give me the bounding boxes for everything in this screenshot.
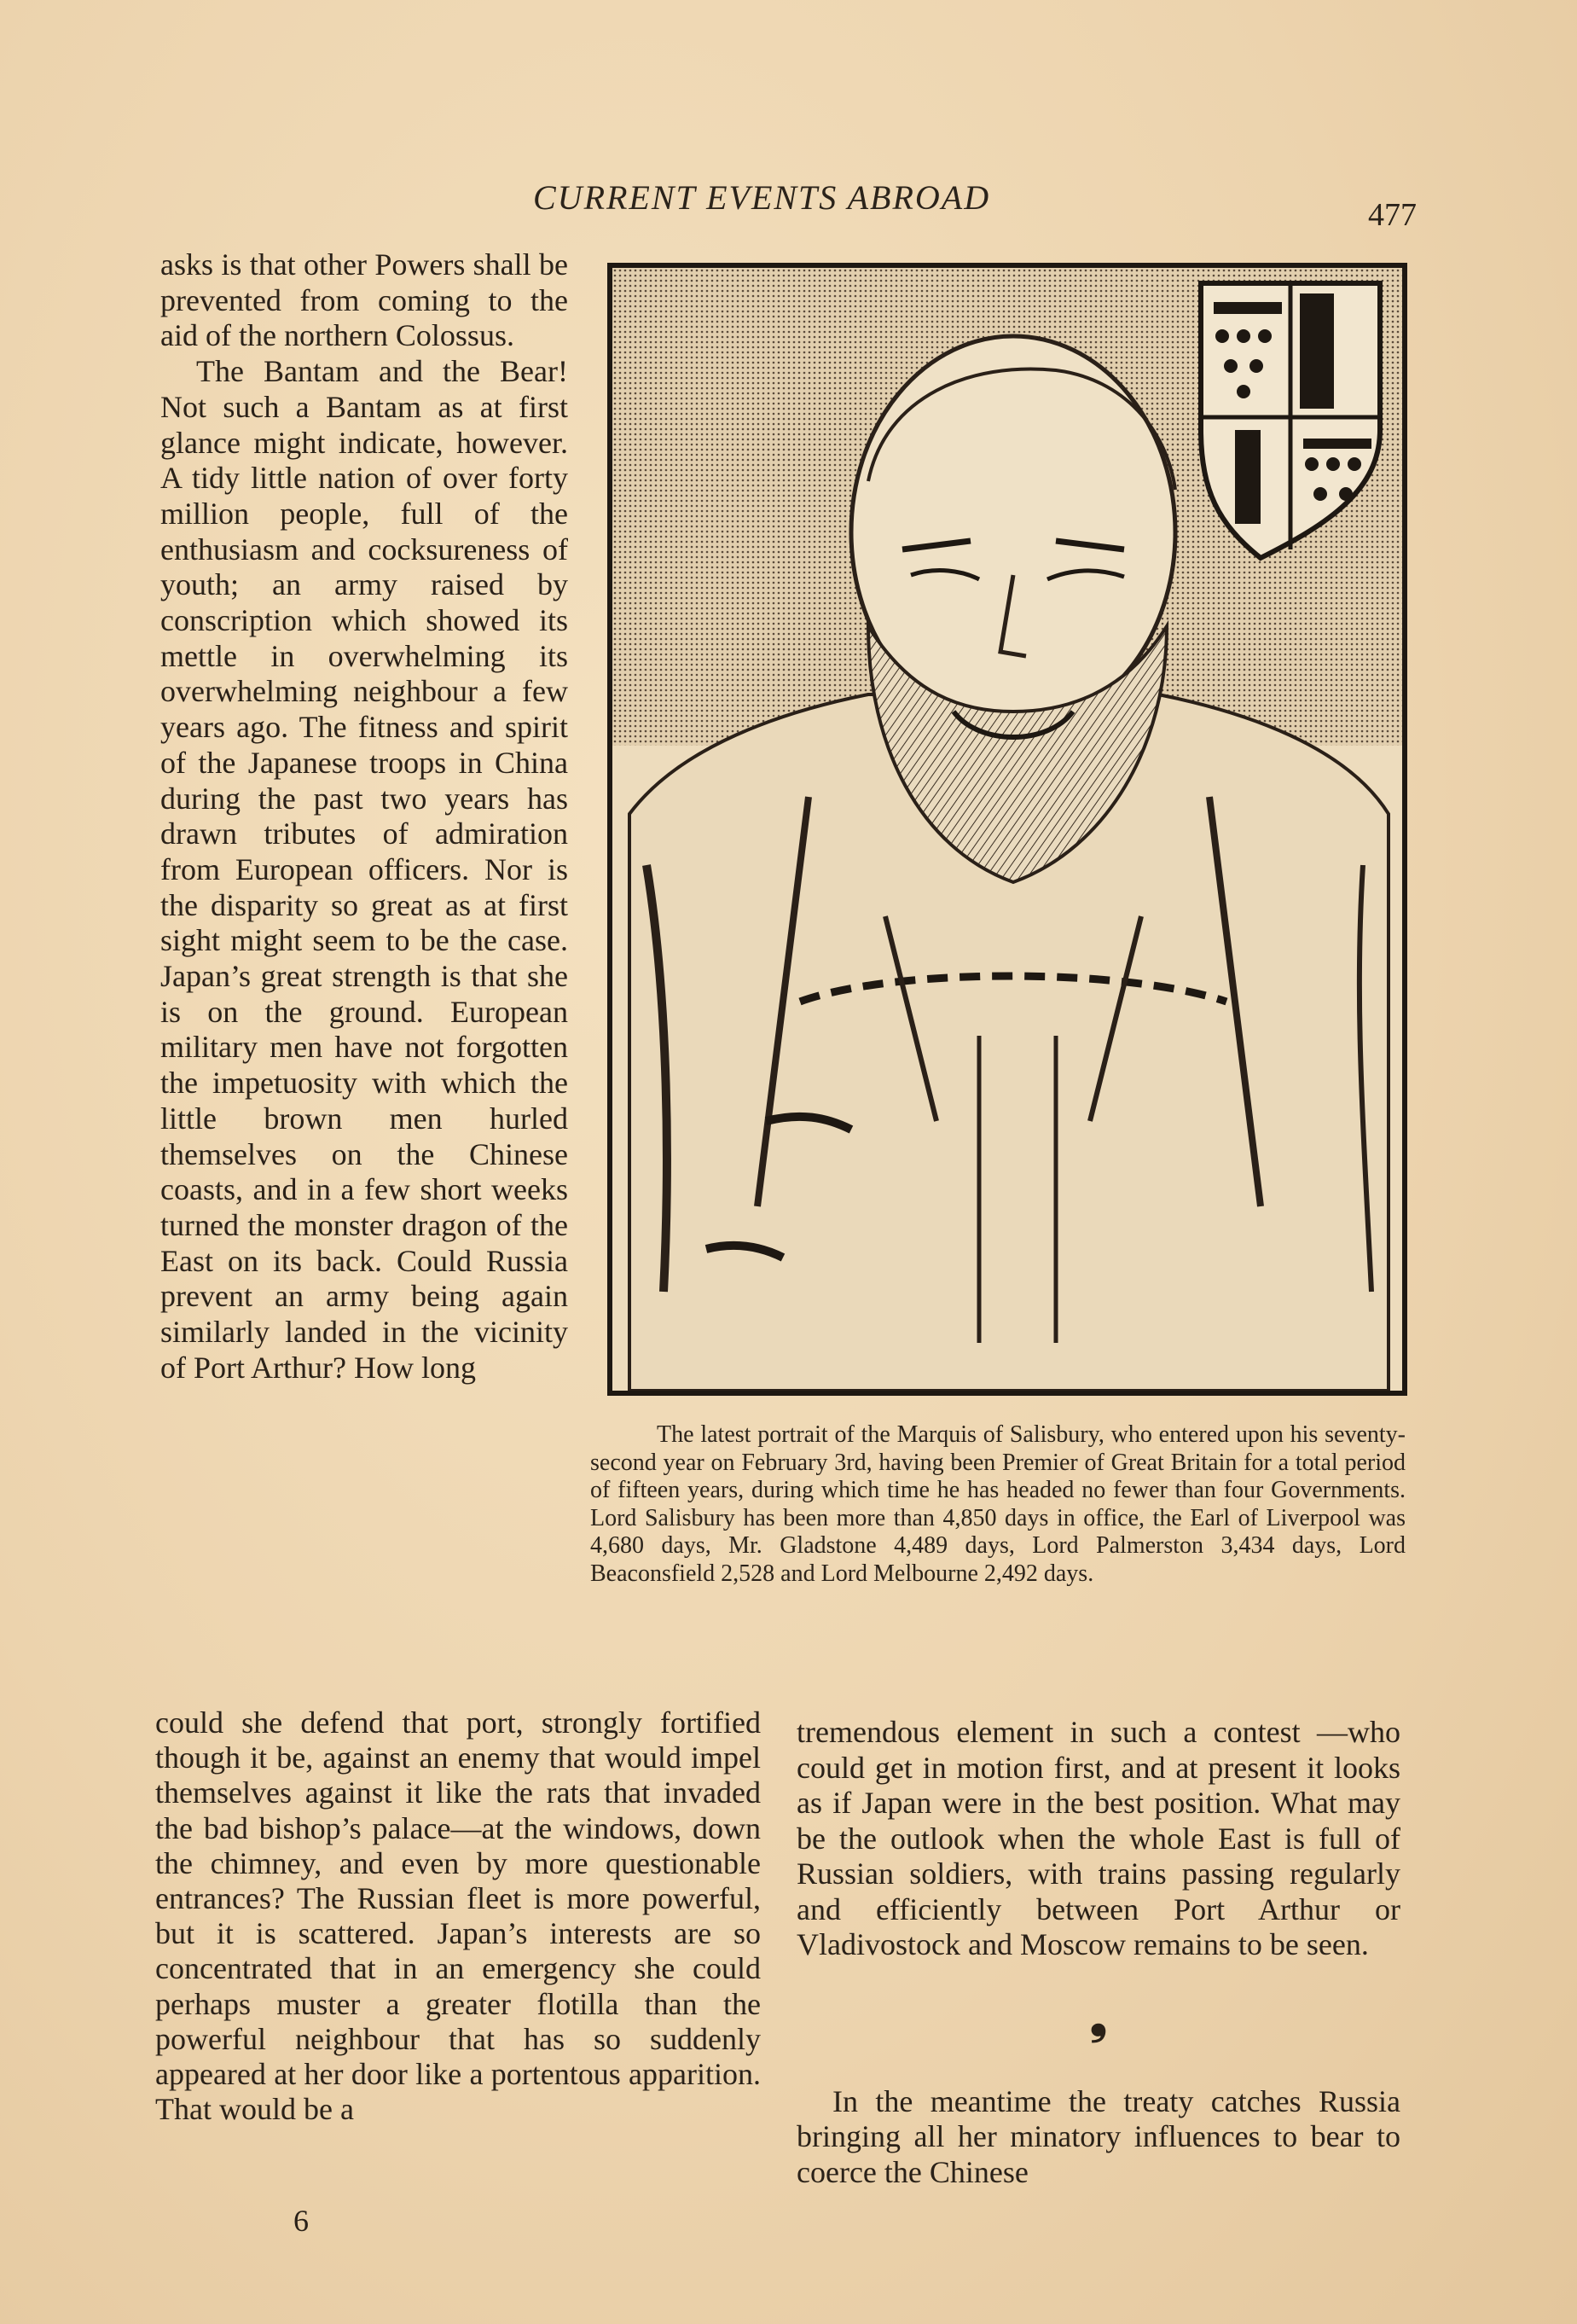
figure-caption (590, 1421, 1406, 1588)
paragraph: could she defend that port, strongly fortified though it be, against an enemy that would impel themselves against it like the rats that invaded the bad bishop’s palace—at the windows, down the chimney, and even by more questionable entrances? The Russian fleet is more powerful, but it is scattered. Japan’s interests are so concentrated that in an emergency she could perhaps muster a greater flotilla than the powerful neighbour that has so suddenly appeared at her door like a portentous apparition. That would be a (155, 1705, 761, 2127)
portrait-figure (607, 263, 1407, 1396)
paragraph: In the meantime the treaty catches Russia bringing all her minatory influences to bear to coerce the Chinese (797, 2083, 1400, 2189)
page-number: 477 (1368, 197, 1417, 233)
signature-mark: 6 (293, 2204, 309, 2238)
caption-text: The latest portrait of the Marquis of Salisbury, who entered upon his seventy-second year on February 3rd, having been Premier of Great Britain for a total period of fifteen years, during which time he has headed no fewer than four Governments. Lord Salisbury has been more than 4,850 days in office, the Earl of Liverpool was 4,680 days, Mr. Gladstone 4,489 days, Lord Palmerston 3,434 days, Lord Beaconsfield 2,528 and Lord Melbourne 2,492 days. (590, 1421, 1406, 1587)
running-head: CURRENT EVENTS ABROAD (533, 178, 991, 217)
paragraph: asks is that other Powers shall be prevented from coming to the aid of the northern Colossus. (160, 247, 568, 353)
right-text-column (797, 1715, 1400, 2190)
narrow-text-column (160, 247, 568, 1386)
section-break-ornament: ❟ (1089, 1994, 1108, 2043)
portrait-illustration (612, 268, 1402, 1391)
paragraph: The Bantam and the Bear! Not such a Bantam as at first glance might indicate, however. A tidy little nation of over forty million people, full of the enthusiasm and cocksureness of youth; an army raised by conscription which showed its mettle in overwhelming its overwhelming neighbour a few years ago. The fitness and spirit of the Japanese troops in China during the past two years has drawn tributes of admiration from European officers. Nor is the disparity so great as at first sight might seem to be the case. Japan’s great strength is that she is on the ground. European military men have not forgotten the impetuosity with which the little brown men hurled themselves on the Chinese coasts, and in a few short weeks turned the monster dragon of the East on its back. Could Russia prevent an army being again similarly landed in the vicinity of Port Arthur? How long (160, 354, 568, 1385)
paragraph: tremendous element in such a contest —who could get in motion first, and at present it looks as if Japan were in the best position. What may be the outlook when the whole East is full of Russian soldiers, with trains passing regularly and efficiently between Port Arthur or Vladivostock and Moscow remains to be seen. (797, 1715, 1400, 1961)
left-text-column (155, 1705, 761, 2127)
